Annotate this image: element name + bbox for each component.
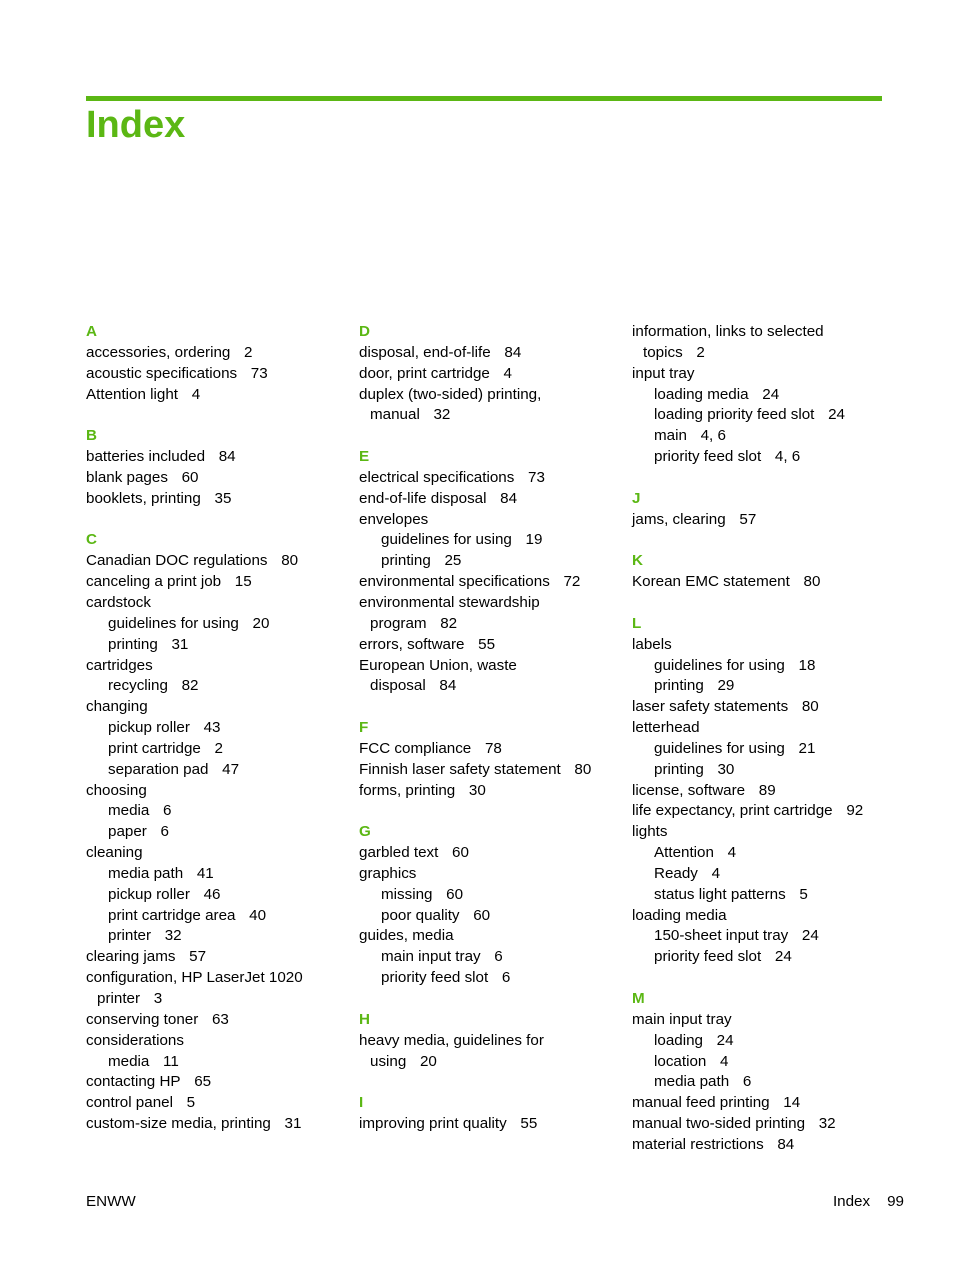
index-subentry [632,760,863,781]
index-entry-continuation [359,405,591,426]
index-entry [632,822,863,843]
entry-text: jams, clearing [632,510,726,528]
entry-text: accessories, ordering [86,343,231,361]
entry-text: duplex (two-sided) printing, [359,385,542,403]
page-title: Index [86,104,186,146]
index-entry-continuation [359,614,591,635]
entry-page-link[interactable]: 80 [574,760,592,778]
entry-page-link[interactable]: 2 [696,343,705,361]
entry-text: control panel [86,1094,173,1112]
index-entry [359,343,591,364]
entry-page-link[interactable]: 80 [801,698,819,716]
entry-text: priority feed slot [654,448,762,466]
entry-page-link[interactable]: 2 [214,739,223,757]
entry-page-link[interactable]: 92 [846,802,864,820]
entry-text: blank pages [86,468,168,486]
index-entry [86,968,303,989]
entry-text: priority feed slot [381,969,489,987]
index-entry [359,781,591,802]
entry-page-link[interactable]: 72 [563,573,581,591]
entry-text: printing [108,635,158,653]
index-entry-continuation [86,989,303,1010]
entry-text: using [370,1052,407,1070]
index-column-2 [359,322,591,1135]
entry-page-link[interactable]: 20 [252,614,270,632]
entry-text: loading media [632,906,727,924]
index-entry [359,843,591,864]
entry-text: FCC compliance [359,739,472,757]
index-entry [359,1114,591,1135]
entry-page-link[interactable]: 55 [520,1115,538,1133]
index-subentry [632,864,863,885]
entry-page-link[interactable]: 57 [189,948,207,966]
entry-page-link[interactable]: 4, 6 [774,448,801,466]
entry-text: disposal [370,677,426,695]
entry-text: lights [632,823,668,841]
index-entry [359,656,591,677]
entry-page-link[interactable]: 41 [196,864,214,882]
entry-text: printing [654,760,704,778]
entry-text: considerations [86,1031,184,1049]
index-subentry [632,447,863,468]
entry-page-link[interactable]: 63 [211,1010,229,1028]
index-letter-heading: L [632,614,642,632]
index-entry [86,656,303,677]
index-letter-heading: A [86,323,97,340]
index-subentry [359,551,591,572]
footer-section: Index [832,1193,871,1210]
index-subentry [359,530,591,551]
index-entry [359,572,591,593]
index-entry [86,947,303,968]
index-letter-heading: M [632,990,645,1007]
index-subentry [632,1031,863,1052]
index-entry [359,510,591,531]
index-subentry [632,1052,863,1073]
entry-text: Korean EMC statement [632,573,790,591]
index-column-1 [86,322,303,1135]
index-entry [632,1135,863,1156]
entry-text: material restrictions [632,1135,764,1153]
index-entry [359,1031,591,1052]
entry-text: license, software [632,781,746,799]
index-entry [359,926,591,947]
index-entry [86,1114,303,1135]
entry-text: main input tray [381,948,481,966]
entry-text: guidelines for using [108,614,239,632]
index-entry [632,1010,863,1031]
entry-text: improving print quality [359,1115,507,1133]
section-gap [359,801,591,822]
index-letter-heading: F [359,719,369,737]
index-entry [632,510,863,531]
index-letter-heading: C [86,531,97,549]
index-entry [359,364,591,385]
entry-page-link[interactable]: 4 [727,844,737,862]
entry-page-link[interactable]: 5 [186,1094,196,1112]
entry-text: main input tray [632,1010,732,1028]
index-entry [359,635,591,656]
index-entry [632,364,863,385]
entry-text: batteries included [86,448,206,466]
index-subentry [86,906,303,927]
entry-page-link[interactable]: 60 [446,885,464,903]
entry-text: clearing jams [86,948,176,966]
entry-page-link[interactable]: 40 [249,906,267,924]
entry-page-link[interactable]: 46 [203,885,221,903]
entry-text: cartridges [86,656,153,674]
entry-text: laser safety statements [632,698,789,716]
entry-text: booklets, printing [86,489,201,507]
index-entry [86,1093,303,1114]
entry-text: letterhead [632,719,700,737]
entry-text: location [654,1052,707,1070]
index-subentry [359,906,591,927]
entry-text: print cartridge [108,739,201,757]
entry-page-link[interactable]: 31 [171,635,189,653]
entry-text: pickup roller [108,719,190,737]
entry-page-link[interactable]: 18 [798,656,816,674]
entry-text: garbled text [359,844,439,862]
index-subentry [632,426,863,447]
index-subentry [632,926,863,947]
entry-page-link[interactable]: 5 [799,885,808,903]
entry-text: conserving toner [86,1010,199,1028]
entry-page-link[interactable]: 82 [440,614,458,632]
index-subentry [632,656,863,677]
index-entry [632,1093,863,1114]
entry-page-link[interactable]: 32 [164,927,182,945]
index-subentry [632,885,863,906]
entry-text: media [108,802,150,820]
index-entry [632,322,863,343]
index-entry [86,343,303,364]
entry-page-link[interactable]: 6 [742,1073,752,1091]
entry-page-link[interactable]: 14 [783,1094,801,1112]
index-entry-continuation [359,676,591,697]
entry-text: end-of-life disposal [359,489,487,507]
index-subentry [86,635,303,656]
entry-page-link[interactable]: 15 [234,573,252,591]
entry-text: cleaning [86,844,143,862]
entry-page-link[interactable]: 6 [160,823,169,841]
entry-text: Finnish laser safety statement [359,760,561,778]
index-subentry [632,385,863,406]
entry-page-link[interactable]: 4, 6 [700,427,726,445]
entry-text: 150-sheet input tray [654,927,789,945]
entry-text: guidelines for using [381,531,512,549]
index-entry [86,468,303,489]
entry-text: separation pad [108,760,209,778]
footer-left: ENWW [86,1193,136,1210]
entry-text: contacting HP [86,1073,181,1091]
section-gap [359,989,591,1010]
entry-page-link[interactable]: 6 [501,969,511,987]
entry-page-link[interactable]: 29 [717,677,735,695]
index-subentry [86,926,303,947]
entry-text: printing [381,552,431,570]
entry-text: media path [108,864,184,882]
section-gap [632,968,863,989]
index-entry-continuation [359,1052,591,1073]
index-subentry [86,760,303,781]
entry-text: input tray [632,364,695,382]
index-entry [632,906,863,927]
index-subentry [86,864,303,885]
entry-page-link[interactable]: 84 [504,343,522,361]
entry-text: manual [370,406,420,424]
entry-text: media [108,1052,150,1070]
entry-page-link[interactable]: 60 [452,844,469,862]
entry-text: guidelines for using [654,739,785,757]
entry-page-link[interactable]: 60 [181,468,199,486]
entry-page-link[interactable]: 78 [484,739,502,757]
index-subentry [86,822,303,843]
entry-page-link[interactable]: 20 [419,1052,437,1070]
section-gap [632,530,863,551]
index-entry [359,468,591,489]
index-letter-heading: E [359,448,370,466]
section-gap [632,593,863,614]
entry-text: loading priority feed slot [654,406,815,424]
footer-page-number: 99 [887,1193,904,1210]
entry-page-link[interactable]: 32 [433,406,451,424]
index-entry [86,551,303,572]
footer-right [833,1192,904,1212]
index-subentry [86,739,303,760]
index-entry [359,739,591,760]
entry-text: cardstock [86,593,151,611]
section-gap [86,510,303,531]
index-entry [86,385,303,406]
entry-text: changing [86,698,148,716]
entry-text: acoustic specifications [86,364,238,382]
index-entry [86,447,303,468]
index-subentry [86,1052,303,1073]
entry-text: pickup roller [108,885,190,903]
entry-text: configuration, HP LaserJet 1020 [86,969,303,987]
entry-page-link[interactable]: 30 [717,760,735,778]
entry-page-link[interactable]: 84 [500,489,518,507]
entry-text: loading media [654,385,749,403]
entry-text: custom-size media, printing [86,1115,271,1133]
entry-page-link[interactable]: 24 [762,385,780,403]
index-subentry [632,739,863,760]
entry-page-link[interactable]: 25 [444,552,462,570]
entry-page-link[interactable]: 24 [828,406,845,424]
section-gap [359,697,591,718]
entry-text: environmental specifications [359,573,550,591]
index-entry [632,1114,863,1135]
index-subentry [86,718,303,739]
entry-page-link[interactable]: 2 [244,343,253,361]
entry-page-link[interactable]: 84 [777,1135,795,1153]
entry-text: choosing [86,781,147,799]
index-entry [86,1031,303,1052]
entry-text: loading [654,1031,703,1049]
index-letter-heading: G [359,823,371,841]
index-entry-continuation [632,343,863,364]
index-entry [86,1072,303,1093]
entry-text: manual feed printing [632,1094,770,1112]
entry-page-link[interactable]: 4 [191,385,201,403]
entry-text: envelopes [359,510,429,528]
entry-text: manual two-sided printing [632,1115,806,1133]
entry-page-link[interactable]: 4 [503,364,512,382]
entry-page-link[interactable]: 6 [494,948,503,966]
index-subentry [632,947,863,968]
entry-text: door, print cartridge [359,364,490,382]
entry-page-link[interactable]: 80 [281,552,299,570]
index-letter-heading: B [86,427,97,445]
entry-text: printer [97,990,141,1007]
entry-page-link[interactable]: 6 [163,802,172,820]
entry-text: Ready [654,864,698,882]
entry-text: Canadian DOC regulations [86,552,268,570]
entry-text: guidelines for using [654,656,785,674]
index-entry [86,593,303,614]
entry-text: life expectancy, print cartridge [632,802,833,820]
entry-text: recycling [108,677,168,695]
index-letter-heading: I [359,1094,364,1112]
index-entry [359,489,591,510]
index-subentry [632,1072,863,1093]
entry-text: errors, software [359,635,465,653]
index-letter-heading: J [632,489,641,507]
index-subentry [632,676,863,697]
entry-page-link[interactable]: 11 [163,1052,179,1070]
index-entry [86,1010,303,1031]
entry-text: guides, media [359,927,454,945]
entry-text: status light patterns [654,885,786,903]
entry-page-link[interactable]: 57 [739,510,757,528]
entry-text: European Union, waste [359,656,517,674]
index-column-3 [632,322,863,1156]
index-entry [86,781,303,802]
entry-page-link[interactable]: 73 [250,364,268,382]
index-letter-heading: K [632,552,643,570]
index-entry [86,843,303,864]
entry-text: heavy media, guidelines for [359,1031,544,1049]
index-subentry [632,405,863,426]
entry-text: electrical specifications [359,468,515,486]
entry-text: printing [654,677,704,695]
index-letter-heading: D [359,323,370,340]
entry-page-link[interactable]: 35 [214,489,232,507]
entry-text: printer [108,927,152,945]
entry-text: priority feed slot [654,948,762,966]
entry-text: topics [643,343,683,361]
entry-text: missing [381,885,433,903]
index-entry [359,864,591,885]
index-subentry [86,614,303,635]
entry-text: main [654,427,687,445]
index-entry [86,697,303,718]
title-rule [86,96,882,101]
section-gap [359,1072,591,1093]
entry-text: program [370,614,427,632]
entry-text: Attention [654,844,714,862]
entry-page-link[interactable]: 65 [194,1073,212,1091]
section-gap [86,405,303,426]
index-subentry [86,676,303,697]
entry-text: poor quality [381,906,460,924]
entry-page-link[interactable]: 30 [468,781,486,799]
entry-page-link[interactable]: 55 [478,635,496,653]
entry-text: print cartridge area [108,906,236,924]
index-entry [632,781,863,802]
entry-page-link[interactable]: 24 [774,948,792,966]
entry-text: information, links to selected [632,323,824,340]
index-subentry [359,968,591,989]
entry-text: labels [632,635,672,653]
entry-page-link[interactable]: 43 [203,719,221,737]
entry-page-link[interactable]: 21 [798,739,816,757]
entry-text: paper [108,823,147,841]
index-subentry [359,885,591,906]
entry-text: canceling a print job [86,573,222,591]
entry-page-link[interactable]: 80 [803,573,821,591]
index-entry [86,364,303,385]
entry-page-link[interactable]: 89 [758,781,776,799]
entry-page-link[interactable]: 60 [473,906,491,924]
entry-page-link[interactable]: 31 [284,1115,302,1133]
entry-page-link[interactable]: 84 [439,677,457,695]
entry-text: graphics [359,864,417,882]
index-subentry [86,801,303,822]
entry-page-link[interactable]: 3 [153,990,163,1007]
entry-page-link[interactable]: 84 [218,448,236,466]
entry-page-link[interactable]: 73 [528,468,545,486]
index-letter-heading: H [359,1010,370,1028]
index-entry [632,572,863,593]
entry-page-link[interactable]: 24 [716,1031,734,1049]
index-entry [632,635,863,656]
entry-page-link[interactable]: 47 [222,760,240,778]
index-subentry [632,843,863,864]
entry-text: disposal, end-of-life [359,343,491,361]
entry-page-link[interactable]: 32 [818,1115,836,1133]
entry-text: media path [654,1073,730,1091]
entry-page-link[interactable]: 82 [181,677,199,695]
index-subentry [359,947,591,968]
index-entry [86,489,303,510]
section-gap [359,426,591,447]
entry-text: environmental stewardship [359,593,540,611]
index-entry [632,697,863,718]
index-entry [632,718,863,739]
entry-page-link[interactable]: 4 [720,1052,729,1070]
entry-text: forms, printing [359,781,456,799]
index-entry [86,572,303,593]
index-entry [359,385,591,406]
index-subentry [86,885,303,906]
index-entry [632,801,863,822]
index-entry [359,760,591,781]
entry-page-link[interactable]: 24 [801,927,819,945]
index-entry [359,593,591,614]
section-gap [632,468,863,489]
entry-page-link[interactable]: 19 [525,531,543,549]
entry-page-link[interactable]: 4 [711,864,721,882]
entry-text: Attention light [86,385,179,403]
